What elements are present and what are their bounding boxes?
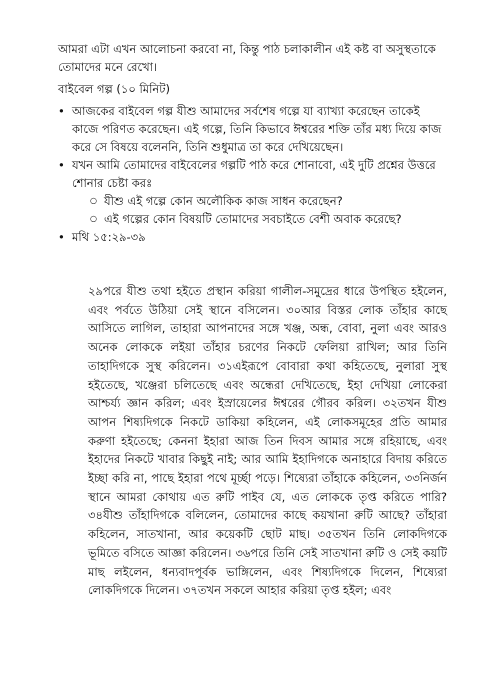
passage-text: ২৯পরে যীশু তথা হইতে প্রস্থান করিয়া গালীল-সমুদ্রের ধারে উপস্থিত হইলেন, এবং পর্বতে উঠিয়া সেই স্থানে বসিলেন। ৩০আর বিস্তর লোক তাঁহার কাছে আসিতে লাগিল, তাহারা আপনাদের সঙ্গে খঞ্জ, অন্ধ, বোবা, নুলা এবং আরও অনেক লোককে লইয়া তাঁহার চরণের নিকটে ফেলিয়া রাখিল; আর তিনি তাহাদিগকে সুস্থ করিলেন। ৩১এইরূপে বোবারা কথা কহিতেছে, নুলারা সুস্থ হইতেছে, খঞ্জেরা চলিতেছে এবং অন্ধেরা দেখিতেছে, ইহা দেখিয়া লোকেরা আশ্চর্য্য জ্ঞান করিল; এবং ইস্রায়েলের ঈশ্বরের গৌরব করিল। ৩২তখন যীশু আপন শিষ্যদিগকে নিকটে ডাকিয়া কহিলেন, এই লোকসমূহের প্রতি আমার করুণা হইতেছে; কেননা ইহারা আজ তিন দিবস আমার সঙ্গে রহিয়াছে, এবং ইহাদের নিকটে খাবার কিছুই নাই; আর আমি ইহাদিগকে অনাহারে বিদায় করিতে ইচ্ছা করি না, পাছে ইহারা পথে মূর্চ্ছা পড়ে। শিষ্যেরা তাঁহাকে কহিলেন, ৩৩নির্জন স্থানে আমরা কোথায় এত রুটি পাইব যে, এত লোককে তৃপ্ত করিতে পারি? ৩৪যীশু তাঁহাদিগকে বলিলেন, তোমাদের কাছে কয়খানা রুটি আছে? তাঁহারা কহিলেন, সাতখানা, আর কয়েকটি ছোট মাছ। ৩৫তখন তিনি লোকদিগকে ভূমিতে বসিতে আজ্ঞা করিলেন। ৩৬পরে তিনি সেই সাতখানা রুটি ও সেই কয়টি মাছ লইলেন, ধন্যবাদপূর্বক ভাঙ্গিলেন, এবং শিষ্যদিগকে দিলেন, শিষ্যেরা লোকদিগকে দিলেন। ৩৭তখন সকলে আহার করিয়া তৃপ্ত হইল; এবং xyxy=(88,284,447,598)
intro-paragraph: আমরা এটা এখন আলোচনা করবো না, কিন্তু পাঠ চলাকালীন এই কষ্ট বা অসুস্থতাকে তোমাদের মনে রেখো। xyxy=(58,42,436,74)
bullet-text: যখন আমি তোমাদের বাইবেলের গল্পটি পাঠ করে শোনাবো, এই দুটি প্রশ্নের উত্তরে শোনার চেষ্টা করঃ xyxy=(72,158,436,190)
question-item: ○ যীশু এই গল্পে কোন অলৌকিক কাজ সাধন করেছেন? xyxy=(90,192,447,210)
question-item: ○ এই গল্পের কোন বিষয়টি তোমাদের সবচাইতে বেশী অবাক করেছে? xyxy=(90,210,447,228)
bullet-item: • আজকের বাইবেল গল্প যীশু আমাদের সর্বশেষ গল্পে যা ব্যাখ্যা করেছেন তাকেই কাজে পরিণত করেছেন। এই গল্পে, তিনি কিভাবে ঈশ্বরের শক্তি তাঁর মধ্য দিয়ে কাজ করে সে বিষয়ে বলেননি, তিনি শুধুমাত্র তা করে দেখিয়েছেন। xyxy=(58,102,447,156)
question-list xyxy=(72,192,447,228)
scripture-passage xyxy=(58,282,447,600)
scripture-reference: • মথি ১৫:২৯-৩৯ xyxy=(58,228,447,246)
bullet-item-with-questions xyxy=(58,156,447,228)
section-title: বাইবেল গল্প (১০ মিনিট) xyxy=(58,82,171,96)
instruction-list xyxy=(58,102,447,246)
